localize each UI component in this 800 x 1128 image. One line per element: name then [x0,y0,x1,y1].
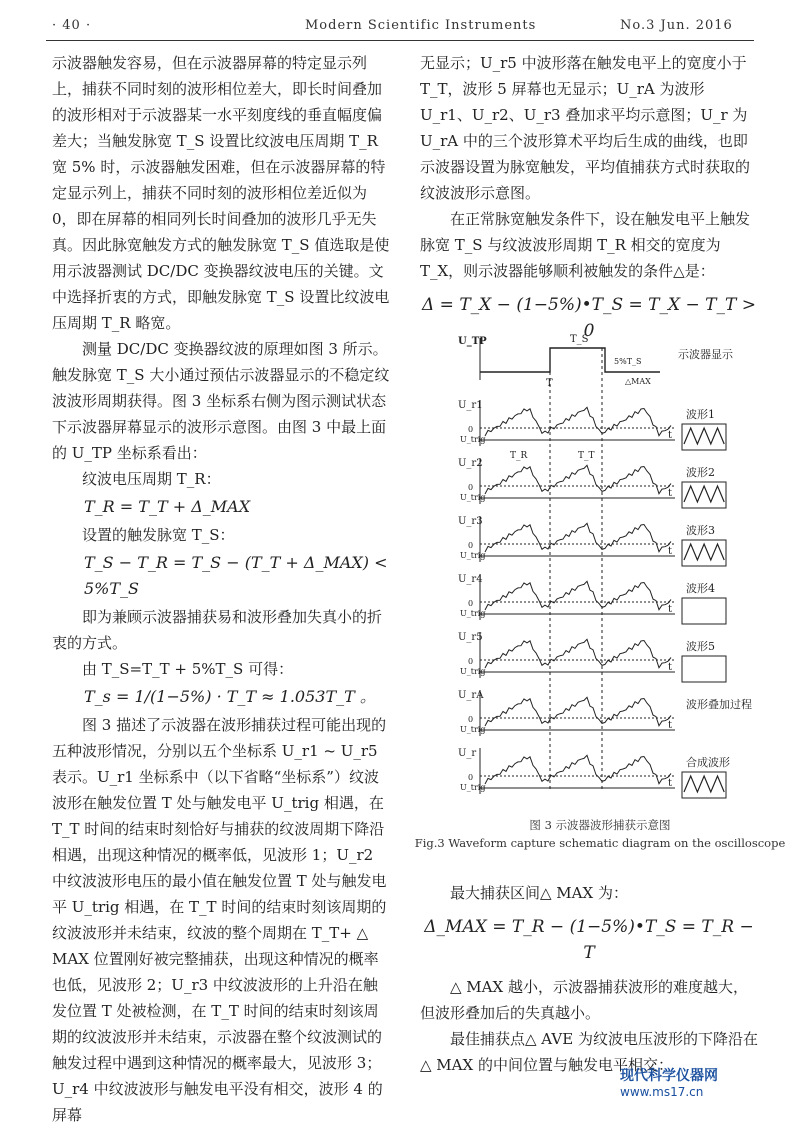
axis-label: U_rA [458,690,484,701]
page-number: · 40 · [52,18,92,33]
zero-label: 0 [468,599,474,608]
zero-label: 0 [468,773,474,782]
tr-label: T_R [510,451,528,461]
axis-label: U_TP [458,336,487,347]
ripple-waveform [485,697,671,726]
text-line: 设置的触发脉宽 T_S： [82,526,235,544]
ripple-waveform [485,465,671,494]
equation: Δ_MAX = T_R − (1−5%)•T_S = T_R − T [424,917,754,963]
trig-label: U_trig [460,435,486,444]
zero-label: 0 [468,425,474,434]
screen-wave [684,776,724,792]
osc-label: 示波器显示 [678,348,733,361]
header-rule [46,40,754,41]
screen-box [682,656,726,682]
text-line: 最大捕获区间△ MAX 为： [450,884,628,902]
zero-label: 0 [468,483,474,492]
paragraph: 在正常脉宽触发条件下，设在触发电平上触发脉宽 T_S 与纹波波形周期 T_R 相交的宽度为 T_X，则示波器能够顺利被触发的条件△是： [420,210,751,280]
watermark-cn: 现代科学仪器网 [620,1068,718,1084]
figure-3 [410,330,790,810]
trig-label: U_trig [460,783,486,792]
t-label: t [668,778,673,789]
t-label: t [668,546,673,557]
screen-wave [684,486,724,502]
waveform-label: 波形4 [686,582,715,595]
issue-info: No.3 Jun. 2016 [620,18,733,33]
trig-label: U_trig [460,551,486,560]
ripple-waveform [485,523,671,552]
t-label: t [668,430,673,441]
t-label: t [668,604,673,615]
equation: T_s = 1/(1−5%) · T_T ≈ 1.053T_T 。 [84,687,376,706]
watermark-logo [620,1065,790,1107]
waveform-label: 波形叠加过程 [686,698,752,711]
screen-wave [684,544,724,560]
waveform-label: 合成波形 [686,756,730,769]
waveform-label: 波形2 [686,466,715,479]
paragraph: 无显示；U_r5 中波形落在触发电平上的宽度小于 T_T，波形 5 屏幕也无显示；U_rA 为波形 U_r1、U_r2、U_r3 叠加求平均示意图；U_r 为 U_rA 中的三个波形算术平均后生成的曲线，也即示波器设置为脉宽触发，平均值捕获方式时获取的纹波波形示意图。 [420,54,751,202]
tt-label: T_T [578,451,595,461]
paragraph: 示波器触发容易，但在示波器屏幕的特定显示列上，捕获不同时刻的波形相位差大，即长时间叠加的波形相对于示波器某一水平刻度线的垂直幅度偏差大；当触发脉宽 T_S 设置比纹波电压周期 T_R 宽 5% 时，示波器触发困难，但在示波器屏幕的特定显示列上，捕获不同时刻的波形相位差近似为 0，即在屏幕的相同列长时间叠加的波形几乎无失真。因此脉宽触发方式的触发脉宽 T_S 值选取是使用示波器测试 DC/DC 变换器纹波电压的关键。文中选择折衷的方式，即触发脉宽 T_S 设置比纹波电压周期 T_R 略宽。 [52,54,390,332]
axis-label: U_r4 [458,574,483,585]
figure-caption-cn: 图 3 示波器波形捕获示意图 [529,818,671,832]
axis-label: U_r1 [458,400,483,411]
right-column-bottom [420,880,758,1078]
ts-label: T_S [570,334,589,345]
ripple-waveform [485,755,671,784]
journal-title: Modern Scientific Instruments [305,18,537,33]
t-label: t [668,720,673,731]
waveform-label: 波形5 [686,640,715,653]
t-label: t [668,488,673,499]
paragraph: △ MAX 越小，示波器捕获波形的难度越大，但波形叠加后的失真越小。 [420,978,748,1022]
zero-label: 0 [468,657,474,666]
screen-wave [684,428,724,444]
watermark-url: www.ms17.cn [620,1085,704,1099]
t-label: t [668,662,673,673]
text-line: 由 T_S=T_T + 5%T_S 可得： [82,660,294,678]
trig-label: U_trig [460,609,486,618]
axis-label: U_r2 [458,458,483,469]
axis-label: U_r3 [458,516,483,527]
equation: T_R = T_T + Δ_MAX [84,497,251,516]
figure-caption-en: Fig.3 Waveform capture schematic diagram on the oscilloscope [414,836,786,850]
paragraph: 最佳捕获点△ AVE 为纹波电压波形的下降沿在△ MAX 的中间位置与触发电平相交： [420,1030,758,1074]
dmax-label: △MAX [625,377,651,386]
screen-box [682,598,726,624]
zero-label: 0 [468,715,474,724]
equation: T_S − T_R = T_S − (T_T + Δ_MAX) < 5%T_S [84,553,388,598]
paragraph: 图 3 描述了示波器在波形捕获过程可能出现的五种波形情况，分别以五个坐标系 U_r1 ~ U_r5 表示。U_r1 坐标系中（以下省略“坐标系”）纹波波形在触发位置 T 处与触发电平 U_trig 相遇，在 T_T 时间的结束时刻恰好与捕获的纹波周期下降沿相遇，出现这种情况的概率低，见波形 1；U_r2 中纹波波形电压的最小值在触发位置 T 处与触发电平 U_trig 相遇，在 T_T 时间的结束时刻该周期的纹波波形并未结束，纹波的整个周期在 T_T+ △ MAX 位置刚好被完整捕获，出现这种情况的概率也低，见波形 2；U_r3 中纹波波形的上升沿在触发位置 T 处被检测，在 T_T 时间的结束时刻该周期的纹波波形并未结束，示波器在整个纹波测试的触发过程中遇到这种情况的概率最大，见波形 3；U_r4 中纹波波形与触发电平没有相交，波形 4 的屏幕 [52,716,387,1124]
waveform-label: 波形1 [686,408,715,421]
paragraph: 测量 DC/DC 变换器纹波的原理如图 3 所示。触发脉宽 T_S 大小通过预估示波器显示的不稳定纹波波形周期获得。图 3 坐标系右侧为图示测试状态下示波器屏幕显示的波形示意图。由图 3 中最上面的 U_TP 坐标系看出： [52,340,390,462]
text-line: 纹波电压周期 T_R： [82,470,221,488]
trigger-T-label: T [546,378,553,389]
trig-label: U_trig [460,493,486,502]
ripple-waveform [485,407,671,436]
left-column [52,50,390,1128]
trig-label: U_trig [460,667,486,676]
ripple-waveform [485,581,671,610]
pct-label: 5%T_S [614,357,642,366]
equation: Δ = T_X − (1−5%)•T_S = T_X − T_T > 0 [422,295,756,341]
axis-label: U_r [458,748,477,759]
zero-label: 0 [468,541,474,550]
axis-label: U_r5 [458,632,483,643]
right-column-top [420,50,758,352]
trig-label: U_trig [460,725,486,734]
waveform-label: 波形3 [686,524,715,537]
paragraph: 即为兼顾示波器捕获易和波形叠加失真小的折衷的方式。 [52,608,383,652]
ripple-waveform [485,639,671,668]
